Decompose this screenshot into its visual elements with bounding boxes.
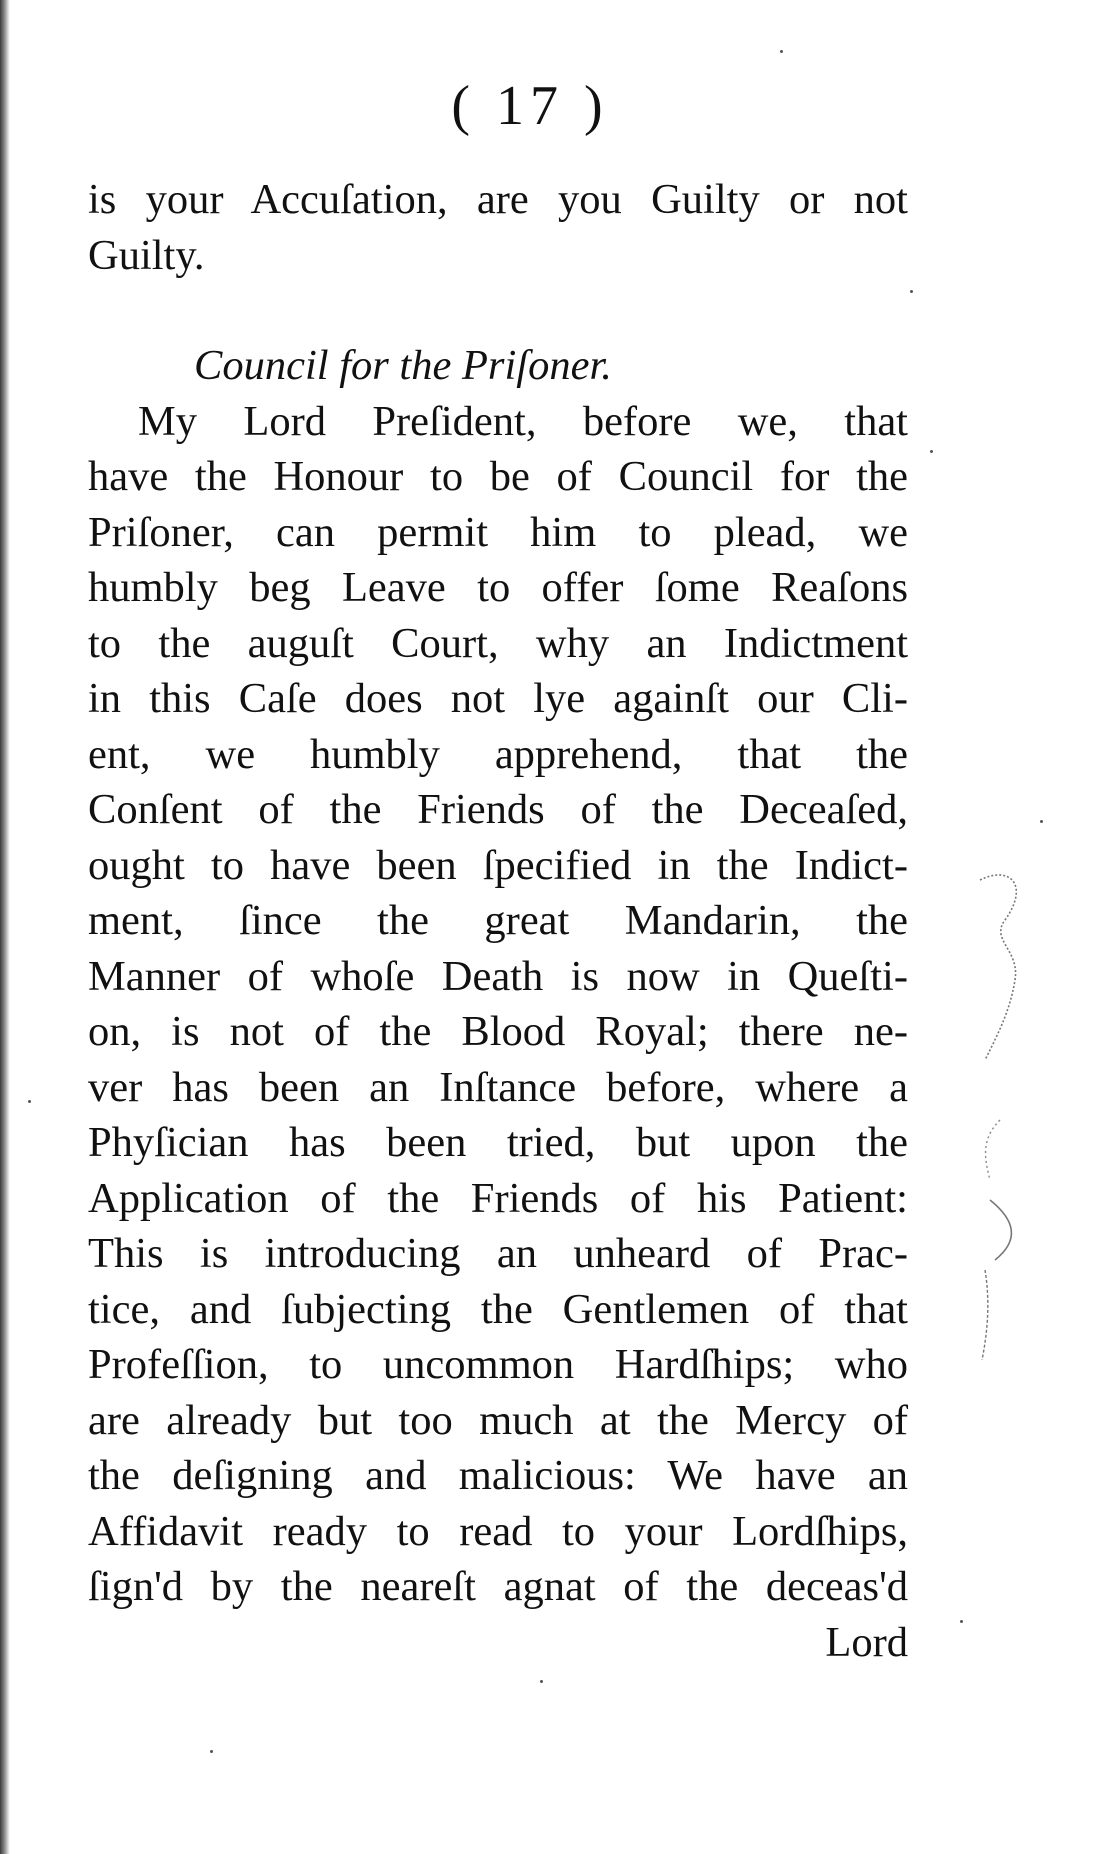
page-number: ( 17 ) <box>451 75 609 137</box>
paper-speck <box>540 1680 543 1683</box>
paper-speck <box>28 1100 31 1103</box>
text-line: This is introducing an unheard of Prac- <box>88 1230 908 1277</box>
paragraph-gap <box>88 283 908 338</box>
text-line: Conſent of the Friends of the Deceaſed, <box>88 786 908 833</box>
text-line: ver has been an Inſtance before, where a <box>88 1063 908 1111</box>
text-line: on, is not of the Blood Royal; there ne- <box>88 1008 908 1055</box>
paper-speck <box>1040 820 1043 823</box>
text-line: to the auguſt Court, why an Indictment <box>88 619 908 667</box>
text-line: humbly beg Leave to offer ſome Reaſons <box>88 564 908 611</box>
paper-speck <box>910 290 913 293</box>
text-line: Guilty. <box>88 231 205 279</box>
page-text <box>88 172 908 1670</box>
paper-speck <box>210 1750 213 1753</box>
page-binding-edge <box>0 0 10 1854</box>
speaker-heading: Council for the Priſoner. <box>194 342 612 389</box>
text-line: Profeſſion, to uncommon Hardſhips; who <box>88 1341 908 1388</box>
text-line: My Lord Preſident, before we, that <box>138 397 908 445</box>
text-line: Priſoner, can permit him to plead, we <box>88 508 908 556</box>
text-line: are already but too much at the Mercy of <box>88 1396 908 1444</box>
catchword: Lord <box>825 1618 908 1666</box>
paper-speck <box>780 50 783 53</box>
text-line: ſign'd by the neareſt agnat of the deceas'd <box>88 1563 908 1610</box>
text-line: is your Accuſation, are you Guilty or not <box>88 176 908 223</box>
text-line: Application of the Friends of his Patient: <box>88 1174 908 1222</box>
text-line: ent, we humbly apprehend, that the <box>88 730 908 778</box>
text-line: have the Honour to be of Council for the <box>88 453 908 500</box>
paper-speck <box>960 1620 963 1623</box>
text-line: the deſigning and malicious: We have an <box>88 1452 908 1499</box>
text-line: Affidavit ready to read to your Lordſhips, <box>88 1507 908 1555</box>
text-line: Phyſician has been tried, but upon the <box>88 1119 908 1166</box>
paper-speck <box>930 450 933 453</box>
text-line: Manner of whoſe Death is now in Queſti- <box>88 952 908 1000</box>
text-line: tice, and ſubjecting the Gentlemen of that <box>88 1285 908 1333</box>
text-line: ment, ſince the great Mandarin, the <box>88 897 908 944</box>
margin-pencil-mark <box>960 860 1080 1380</box>
text-line: ought to have been ſpecified in the Indict- <box>88 841 908 889</box>
text-line: in this Caſe does not lye againſt our Cli- <box>88 675 908 722</box>
